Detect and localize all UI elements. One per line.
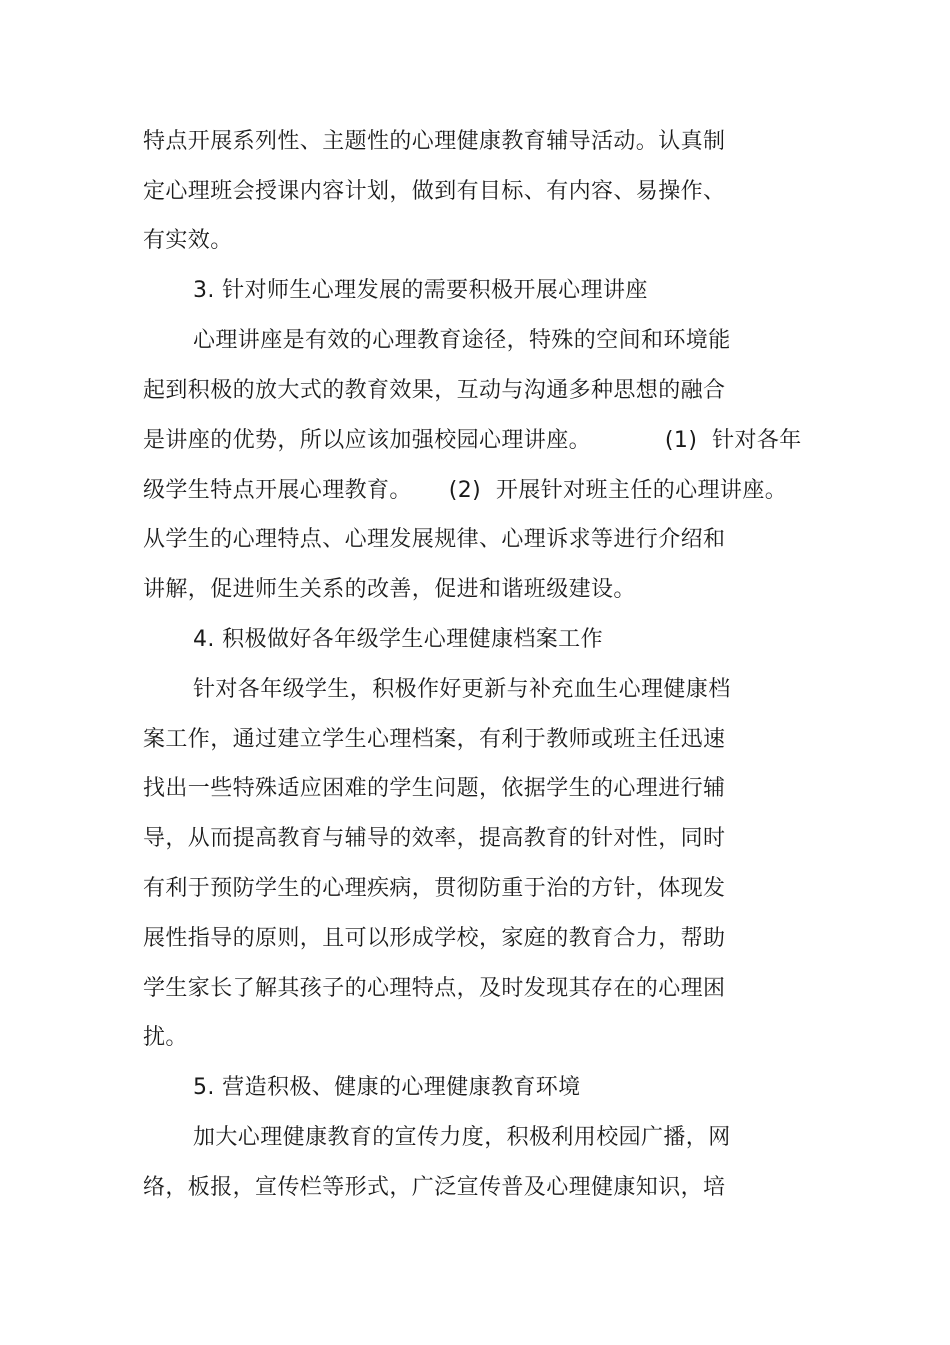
body-text-line: 特点开展系列性、主题性的心理健康教育辅导活动。认真制 xyxy=(143,129,726,154)
body-text-line: 级学生特点开展心理教育。 (2) 开展针对班主任的心理讲座。 xyxy=(143,478,788,503)
body-text-line: 从学生的心理特点、心理发展规律、心理诉求等进行介绍和 xyxy=(143,527,726,552)
body-text-line: 学生家长了解其孩子的心理特点，及时发现其存在的心理困 xyxy=(143,976,726,1001)
body-text-line: 心理讲座是有效的心理教育途径，特殊的空间和环境能 xyxy=(193,328,731,353)
section-heading: 5. 营造积极、健康的心理健康教育环境 xyxy=(193,1075,581,1100)
body-text-line: 案工作，通过建立学生心理档案，有利于教师或班主任迅速 xyxy=(143,727,726,752)
section-heading: 4. 积极做好各年级学生心理健康档案工作 xyxy=(193,627,603,652)
body-text-line: 有利于预防学生的心理疾病，贯彻防重于治的方针，体现发 xyxy=(143,876,726,901)
body-text-line: 加大心理健康教育的宣传力度，积极利用校园广播，网 xyxy=(193,1125,731,1150)
body-text-line: 导，从而提高教育与辅导的效率，提高教育的针对性，同时 xyxy=(143,826,726,851)
body-text-line: 有实效。 xyxy=(143,228,233,253)
section-heading: 3. 针对师生心理发展的需要积极开展心理讲座 xyxy=(193,278,648,303)
body-text-line: 定心理班会授课内容计划，做到有目标、有内容、易操作、 xyxy=(143,179,726,204)
body-text-line: 扰。 xyxy=(143,1025,188,1050)
body-text-line: 找出一些特殊适应困难的学生问题，依据学生的心理进行辅 xyxy=(143,776,726,801)
body-text-line: 针对各年级学生，积极作好更新与补充血生心理健康档 xyxy=(193,677,731,702)
body-text-line: 展性指导的原则，且可以形成学校，家庭的教育合力，帮助 xyxy=(143,926,726,951)
body-text-line: 络，板报，宣传栏等形式，广泛宣传普及心理健康知识，培 xyxy=(143,1175,726,1200)
body-text-line: 讲解，促进师生关系的改善，促进和谐班级建设。 xyxy=(143,577,636,602)
body-text-line: 起到积极的放大式的教育效果，互动与沟通多种思想的融合 xyxy=(143,378,726,403)
body-text-line: 是讲座的优势，所以应该加强校园心理讲座。 (1) 针对各年 xyxy=(143,428,802,453)
